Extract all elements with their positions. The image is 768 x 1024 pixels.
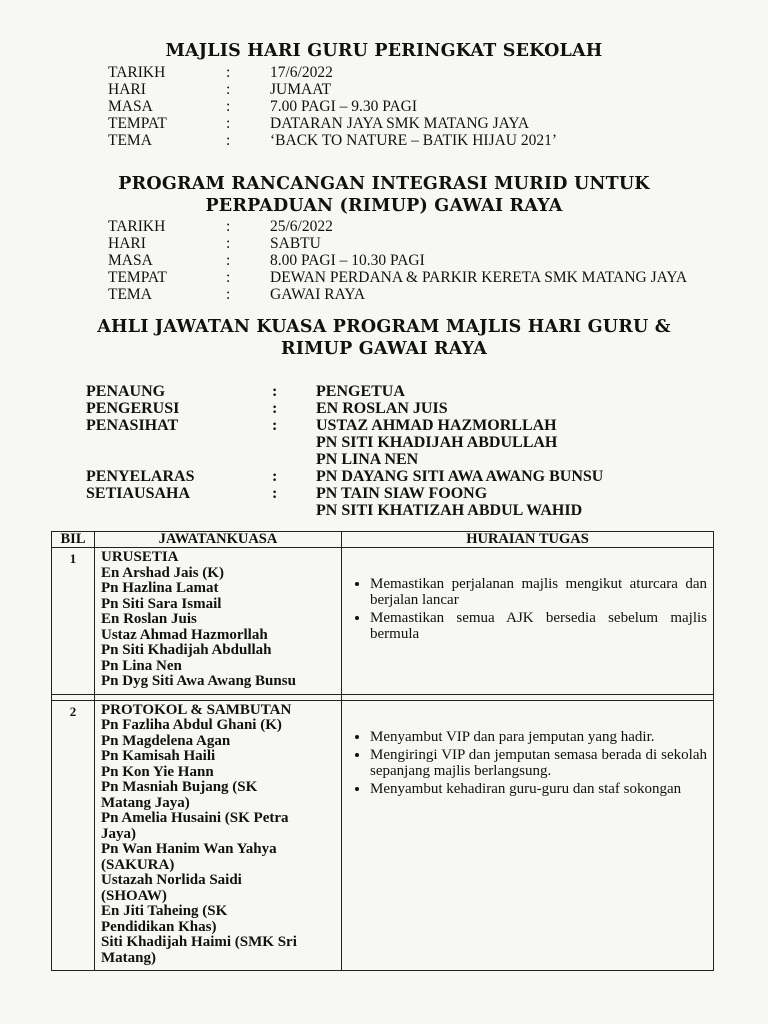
section2-details — [108, 218, 687, 303]
member-line: En Jiti Taheing (SK — [101, 903, 228, 919]
colon: : — [272, 468, 278, 485]
detail-row — [108, 252, 687, 269]
colon: : — [272, 417, 278, 434]
table-header-row — [52, 532, 714, 548]
detail-key: MASA — [108, 252, 153, 269]
detail-value: 17/6/2022 — [270, 64, 333, 81]
task-list — [342, 701, 713, 797]
section1-title: MAJLIS HARI GURU PERINGKAT SEKOLAH — [165, 41, 603, 61]
detail-value: JUMAAT — [270, 81, 332, 98]
detail-row — [108, 132, 557, 149]
member-line: Pn Magdelena Agan — [101, 732, 231, 749]
table-row — [52, 548, 714, 695]
section2-title — [0, 173, 768, 217]
member-name: USTAZ AHMAD HAZMORLLAH — [316, 417, 557, 434]
task-item: • Menyambut VIP dan para jemputan yang hadir. — [370, 729, 707, 745]
detail-key: HARI — [108, 81, 146, 98]
colon: : — [226, 81, 231, 98]
member-line: Ustaz Ahmad Hazmorllah — [101, 626, 268, 643]
detail-value: DEWAN PERDANA & PARKIR KERETA SMK MATANG JAYA — [270, 269, 688, 286]
section2-title-line1: PROGRAM RANCANGAN INTEGRASI MURID UNTUK — [118, 174, 650, 194]
role-label: PENYELARAS — [86, 468, 195, 485]
detail-value: ‘BACK TO NATURE – BATIK HIJAU 2021’ — [270, 132, 558, 149]
task-item: • Mengiringi VIP dan jemputan semasa berada di sekolah sepanjang majlis berlangsung. — [370, 747, 707, 779]
task-item: • Memastikan perjalanan majlis mengikut aturcara dan berjalan lancar — [370, 576, 707, 608]
section1-details — [108, 64, 557, 149]
section3-title-line1: AHLI JAWATAN KUASA PROGRAM MAJLIS HARI GURU & — [97, 317, 671, 337]
committee-row — [86, 383, 603, 400]
detail-value: SABTU — [270, 235, 321, 252]
member-line: Jaya) — [101, 825, 136, 842]
member-name: PN TAIN SIAW FOONG — [316, 485, 488, 502]
colon: : — [226, 218, 231, 235]
colon: : — [226, 98, 231, 115]
detail-key: MASA — [108, 98, 153, 115]
detail-key: TARIKH — [108, 218, 166, 235]
committee-row — [86, 400, 603, 417]
role-label: SETIAUSAHA — [86, 485, 191, 502]
member-line: Pn Lina Nen — [101, 657, 182, 674]
member-name: PN SITI KHATIZAH ABDUL WAHID — [316, 502, 583, 519]
task-item: • Menyambut kehadiran guru-guru dan staf sokongan — [370, 781, 707, 797]
table-row — [52, 700, 714, 971]
committee-list — [86, 383, 603, 519]
colon: : — [226, 132, 231, 149]
committee-name: PROTOKOL & SAMBUTAN — [101, 701, 292, 718]
colon: : — [226, 64, 231, 81]
header-jawatankuasa: JAWATANKUASA — [95, 532, 342, 548]
member-line: Pn Kon Yie Hann — [101, 763, 214, 780]
role-label: PENAUNG — [86, 383, 166, 400]
committee-cell — [95, 548, 342, 695]
member-line: En Arshad Jais (K) — [101, 564, 224, 581]
detail-row — [108, 115, 557, 132]
tasks-cell — [342, 548, 714, 695]
detail-key: TEMPAT — [108, 269, 167, 286]
task-item: • Memastikan semua AJK bersedia sebelum majlis bermula — [370, 610, 707, 642]
committee-row — [86, 468, 603, 485]
member-name: PENGETUA — [316, 383, 405, 400]
member-line: En Roslan Juis — [101, 611, 197, 627]
member-line: (SHOAW) — [101, 887, 167, 904]
member-line: Pn Amelia Husaini (SK Petra — [101, 810, 289, 826]
member-name: PN LINA NEN — [316, 451, 419, 468]
member-line: Pn Masniah Bujang (SK — [101, 779, 258, 795]
detail-key: TEMA — [108, 132, 152, 149]
detail-value: 8.00 PAGI – 10.30 PAGI — [270, 252, 425, 269]
colon: : — [272, 383, 278, 400]
duties-table — [51, 531, 714, 971]
tasks-cell — [342, 700, 714, 971]
member-name: PN DAYANG SITI AWA AWANG BUNSU — [316, 468, 604, 485]
detail-value: 25/6/2022 — [270, 218, 333, 235]
member-line: Pn Siti Sara Ismail — [101, 595, 222, 612]
committee-row — [86, 485, 603, 519]
committee-name: URUSETIA — [101, 549, 179, 565]
task-list — [342, 548, 713, 642]
detail-value: GAWAI RAYA — [270, 286, 366, 303]
detail-row — [108, 64, 557, 81]
section3-title-line2: RIMUP GAWAI RAYA — [280, 339, 488, 359]
row-number: 2 — [52, 700, 95, 971]
member-line: Pn Siti Khadijah Abdullah — [101, 642, 272, 658]
member-line: Pn Hazlina Lamat — [101, 580, 219, 596]
member-line: (SAKURA) — [101, 856, 175, 873]
detail-value: DATARAN JAYA SMK MATANG JAYA — [270, 115, 530, 132]
row-number: 1 — [52, 548, 95, 695]
detail-key: TEMA — [108, 286, 152, 303]
member-line: Pn Dyg Siti Awa Awang Bunsu — [101, 673, 296, 689]
member-line: Pn Wan Hanim Wan Yahya — [101, 841, 277, 857]
detail-row — [108, 235, 687, 252]
member-line: Siti Khadijah Haimi (SMK Sri — [101, 934, 297, 950]
member-line: Pn Kamisah Haili — [101, 748, 216, 764]
member-line: Pendidikan Khas) — [101, 918, 217, 935]
colon: : — [226, 252, 231, 269]
colon: : — [226, 269, 231, 286]
header-huraian-tugas: HURAIAN TUGAS — [342, 532, 714, 548]
colon: : — [226, 286, 231, 303]
committee-row — [86, 417, 603, 468]
detail-value: 7.00 PAGI – 9.30 PAGI — [270, 98, 417, 115]
detail-key: TEMPAT — [108, 115, 167, 132]
detail-row — [108, 81, 557, 98]
detail-key: HARI — [108, 235, 146, 252]
member-line: Matang) — [101, 949, 156, 966]
member-line: Pn Fazliha Abdul Ghani (K) — [101, 717, 282, 733]
colon: : — [272, 485, 278, 502]
header-bil: BIL — [52, 532, 95, 548]
role-label: PENGERUSI — [86, 400, 180, 417]
member-name: EN ROSLAN JUIS — [316, 400, 448, 417]
detail-row — [108, 269, 687, 286]
role-label: PENASIHAT — [86, 417, 179, 434]
detail-key: TARIKH — [108, 64, 166, 81]
detail-row — [108, 286, 687, 303]
colon: : — [226, 235, 231, 252]
colon: : — [226, 115, 231, 132]
committee-cell — [95, 700, 342, 971]
colon: : — [272, 400, 278, 417]
member-line: Ustazah Norlida Saidi — [101, 872, 242, 888]
member-name: PN SITI KHADIJAH ABDULLAH — [316, 434, 558, 451]
section2-title-line2: PERPADUAN (RIMUP) GAWAI RAYA — [205, 196, 563, 216]
member-line: Matang Jaya) — [101, 794, 190, 811]
detail-row — [108, 218, 687, 235]
section3-title — [0, 316, 768, 360]
detail-row — [108, 98, 557, 115]
